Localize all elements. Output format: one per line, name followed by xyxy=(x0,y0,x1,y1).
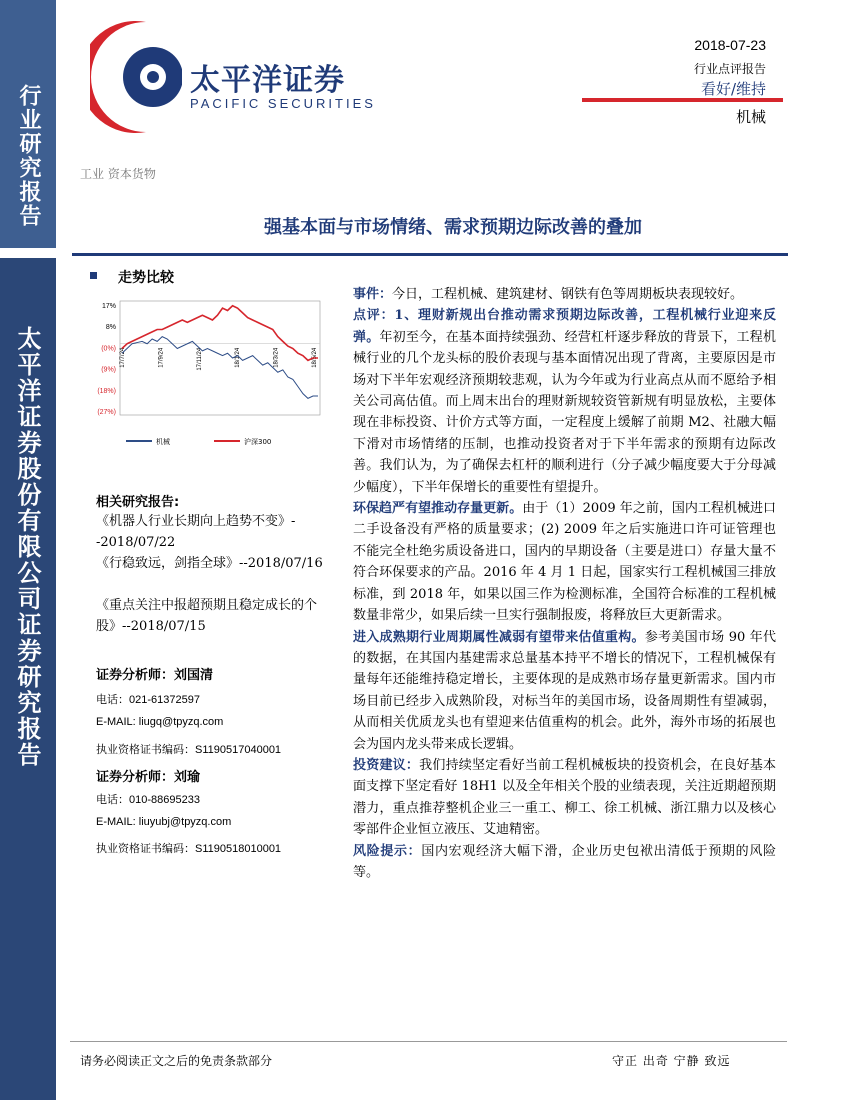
footer-disclaimer[interactable]: 请务必阅读正文之后的免责条款部分 xyxy=(80,1054,273,1068)
env-label: 环保趋严有望推动存量更新。 xyxy=(353,501,523,517)
report-date: 2018-07-23 xyxy=(694,37,766,53)
chart-legend-label: 机械 xyxy=(156,438,170,446)
env-paragraph xyxy=(353,498,776,626)
event-label: 事件： xyxy=(353,287,393,302)
title-divider xyxy=(72,253,788,256)
chart-x-tick-label: 18/5/24 xyxy=(312,347,318,368)
chart-y-tick-label: (0%) xyxy=(101,345,116,353)
related-report-item[interactable]: 《行稳致远，剑指全球》--2018/07/16 xyxy=(96,556,323,571)
mature-paragraph xyxy=(353,627,776,755)
advice-label: 投资建议： xyxy=(353,757,420,773)
risk-text: 国内宏观经济大幅下滑，企业历史包袱出清低于预期的风险等。 xyxy=(353,843,776,880)
report-type: 行业点评报告 xyxy=(693,62,766,76)
advice-text: 我们持续坚定看好当前工程机械板块的投资机会，在良好基本面支撑下坚定看好 18H1 以及全年相关个股的业绩表现，关注近期超预期潜力，重点推荐整机企业三一重工、柳工、徐工机械、浙江鼎力以及核心零部件企业恒立液压、艾迪精密。 xyxy=(353,757,776,838)
analyst-1-email[interactable]: E-MAIL: liugq@tpyzq.com xyxy=(96,716,224,728)
chart-x-tick-label: 18/1/24 xyxy=(235,347,242,368)
mature-label: 进入成熟期行业周期属性减弱有望带来估值重构。 xyxy=(353,629,645,645)
analyst-2-cert: 执业资格证书编码：S1190518010001 xyxy=(96,843,282,855)
rating: 看好/维持 xyxy=(700,80,766,98)
pacific-logo-icon xyxy=(90,18,182,136)
footer-motto: 守正 出奇 宁静 致远 xyxy=(612,1054,731,1068)
risk-paragraph xyxy=(353,841,776,884)
mature-text: 参考美国市场 90 年代的数据，在其国内基建需求总量基本持平不增长的情况下，工程机械保有量每年还能维持稳定增长，主要体现的是成熟市场存量更新需求。国内市场目前已经步入成熟阶段，对标当年的美国市场，设备周期性有望减弱，从而相关优质龙头也有望迎来估值重构的机会。此外，海外市场的拓展也会为国内龙头带来成长逻辑。 xyxy=(353,629,776,752)
header-accent-bar xyxy=(582,98,783,102)
related-reports-heading: 相关研究报告: xyxy=(96,495,180,510)
chart-y-tick-label: 8% xyxy=(105,324,116,332)
risk-label: 风险提示： xyxy=(353,843,422,859)
trend-section-heading: 走势比较 xyxy=(118,270,174,286)
chart-x-tick-label: 17/7/24 xyxy=(120,347,126,368)
chart-x-tick-label: 18/3/24 xyxy=(273,347,280,368)
footer-divider xyxy=(70,1041,787,1042)
related-report-item[interactable]: 《重点关注中报超预期且稳定成长的个股》--2018/07/15 xyxy=(96,598,318,634)
chart-y-tick-label: (9%) xyxy=(101,366,116,374)
sidebar-report-category: 行业研究报告 xyxy=(16,84,42,228)
logo-english-name: PACIFIC SECURITIES xyxy=(190,96,376,111)
chart-y-tick-label: (18%) xyxy=(97,387,116,395)
event-text: 今日，工程机械、建筑建材、钢铁有色等周期板块表现较好。 xyxy=(392,287,744,302)
analyst-2-phone: 电话：010-88695233 xyxy=(96,794,200,806)
industry-label: 机械 xyxy=(735,108,766,126)
analyst-1-cert: 执业资格证书编码：S1190517040001 xyxy=(96,744,282,756)
chart-x-tick-label: 17/11/24 xyxy=(196,347,203,371)
chart-x-tick-label: 17/9/24 xyxy=(158,347,165,368)
chart-series-line xyxy=(122,306,318,361)
page-title: 强基本面与市场情绪、需求预期边际改善的叠加 xyxy=(264,217,642,238)
analyst-1-phone: 电话：021-61372597 xyxy=(96,694,200,706)
analyst-2-email[interactable]: E-MAIL: liuyubj@tpyzq.com xyxy=(96,816,232,828)
chart-y-tick-label: (27%) xyxy=(97,409,116,416)
analyst-2-name: 证券分析师：刘瑜 xyxy=(96,770,201,785)
related-report-item[interactable]: 《机器人行业长期向上趋势不变》--2018/07/22 xyxy=(96,514,296,550)
comment-text: 年初至今，在基本面持续强劲、经营杠杆逐步释放的背景下，工程机械行业的几个龙头标的股价表现与基本面情况出现了背离，主要原因是市场对下半年宏观经济预期较悲观，认为今年或为行业高点从而不愿给予相关公司高估值。而上周末出台的理财新规较资管新规有明显放松，主要体现在非标投资、计价方式等方面，一定程度上缓解了前期 M2、社融大幅下滑对市场情绪的压制，也推动投资者对于下半年需求的预期有边际改善。我们认为，为了确保去杠杆的顺利进行（分子减少幅度要大于分母减少幅度），下半年保增长的重要性有望提升。 xyxy=(353,329,776,495)
analyst-1-name: 证券分析师：刘国清 xyxy=(96,668,214,683)
chart-plot-frame xyxy=(120,301,320,415)
trend-chart xyxy=(88,293,328,453)
comment-paragraph xyxy=(353,305,776,498)
sidebar-company-name: 太平洋证券股份有限公司证券研究报告 xyxy=(13,326,42,768)
env-text: 由于（1）2009 年之前，国内工程机械进口二手设备没有严格的质量要求；(2) 2009 年之后实施进口许可证管理也不能完全杜绝劣质设备进口，国内的早期设备（主要是进口）存量大量不符合环保要求的产品。2016 年 4 月 1 日起，国家实行工程机械国三排放标准，到 2018 年，如果以国三作为检测标准，全国符合标准的工程机械数量非常少，如果后续一旦实行强制报废，将释放巨大更新需求。 xyxy=(353,501,776,624)
advice-paragraph xyxy=(353,755,776,841)
section-bullet-icon xyxy=(90,272,97,279)
event-paragraph xyxy=(353,284,776,305)
chart-y-tick-label: 17% xyxy=(101,303,116,310)
comment-label: 点评：1、理财新规出台推动需求预期边际改善，工程机械行业迎来反弹。 xyxy=(353,308,776,345)
report-body xyxy=(353,284,776,883)
chart-legend-label: 沪深300 xyxy=(244,438,272,446)
breadcrumb: 工业 资本货物 xyxy=(80,167,156,181)
logo-chinese-name: 太平洋证券 xyxy=(190,63,345,98)
